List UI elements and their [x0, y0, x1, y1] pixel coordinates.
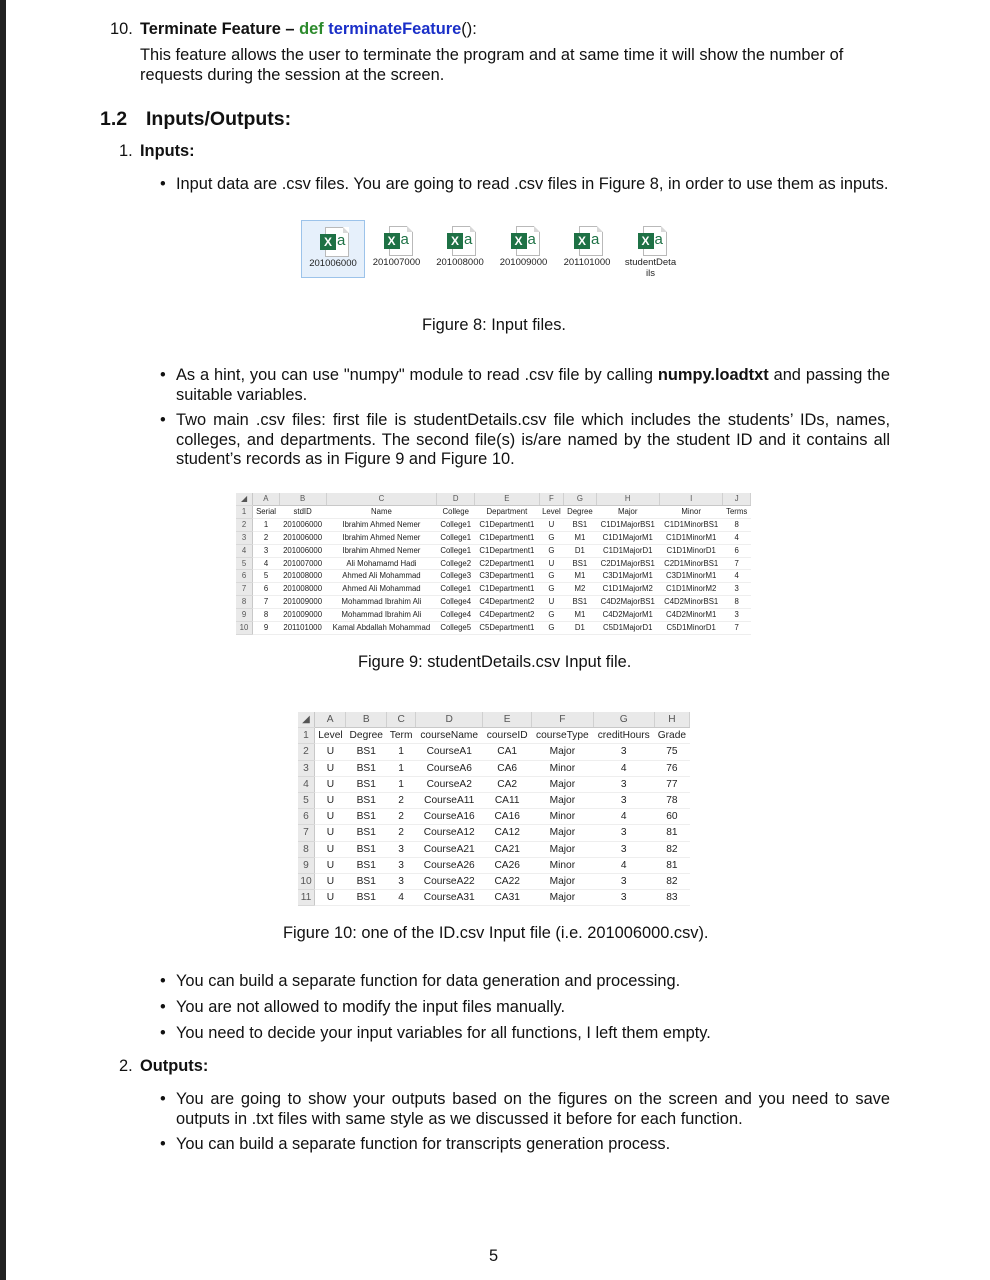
file-name: 201008000 [436, 257, 484, 268]
table-cell: C2Department1 [475, 557, 539, 570]
table-cell: C2D1MajorBS1 [596, 557, 659, 570]
table-cell: U [315, 857, 346, 873]
student-records-table [298, 712, 690, 906]
table-cell: C1Department1 [475, 544, 539, 557]
table-cell: C2D1MinorBS1 [659, 557, 722, 570]
table-cell: C5D1MinorD1 [659, 622, 722, 635]
table-cell: 3 [723, 583, 751, 596]
table-header-row [236, 505, 751, 518]
row-number: 4 [236, 544, 253, 557]
column-letter: E [483, 712, 532, 728]
table-cell: C4D2MajorM1 [596, 609, 659, 622]
table-cell: Major [532, 793, 594, 809]
table-cell: C4Department2 [475, 596, 539, 609]
list-item: • Two main .csv files: first file is studentDetails.csv file which includes the students’ IDs, names, colleges, and departments. The second file(s) is/are named by the student ID and it contains all student’s records as in Figure 9 and Figure 10. [160, 411, 890, 468]
table-cell: G [539, 531, 564, 544]
table-cell: 6 [253, 583, 280, 596]
excel-file-icon: X a [317, 227, 349, 257]
column-letter: I [659, 493, 722, 505]
list-item: • Input data are .csv files. You are going to read .csv files in Figure 8, in order to use them as inputs. [160, 175, 889, 193]
table-cell: M1 [564, 570, 596, 583]
table-cell: Level [315, 728, 346, 744]
table-cell: 1 [387, 776, 416, 792]
table-cell: Grade [654, 728, 689, 744]
column-letter: A [315, 712, 346, 728]
table-cell: C5D1MajorD1 [596, 622, 659, 635]
table-cell: C1D1MinorD1 [659, 544, 722, 557]
row-number: 6 [236, 570, 253, 583]
table-cell: U [539, 596, 564, 609]
file-icons [302, 220, 682, 292]
table-cell: CourseA26 [416, 857, 483, 873]
table-cell: BS1 [564, 518, 596, 531]
column-letter: H [654, 712, 689, 728]
row-number: 10 [236, 622, 253, 635]
row-number: 3 [236, 531, 253, 544]
table-cell: D1 [564, 544, 596, 557]
table-cell: 3 [593, 825, 654, 841]
table-cell: 2 [387, 825, 416, 841]
column-letter: C [326, 493, 437, 505]
table-cell: 76 [654, 760, 689, 776]
table-row [236, 531, 751, 544]
table-cell: Level [539, 505, 564, 518]
table-row [298, 744, 690, 760]
table-row [298, 874, 690, 890]
row-number: 10 [298, 874, 315, 890]
table-header-row [298, 728, 690, 744]
table-row [298, 857, 690, 873]
table-cell: CA16 [483, 809, 532, 825]
table-cell: 201006000 [279, 518, 326, 531]
table-cell: 4 [387, 890, 416, 906]
table-cell: C1Department1 [475, 583, 539, 596]
table-cell: BS1 [346, 841, 387, 857]
table-cell: Ibrahim Ahmed Nemer [326, 518, 437, 531]
table-cell: 75 [654, 744, 689, 760]
row-number: 2 [298, 744, 315, 760]
table-cell: Serial [253, 505, 280, 518]
table-cell: stdID [279, 505, 326, 518]
table-cell: 7 [723, 622, 751, 635]
page-number: 5 [489, 1247, 499, 1265]
file-item[interactable] [366, 220, 428, 268]
table-cell: College1 [437, 531, 475, 544]
table-row [298, 793, 690, 809]
table-cell: G [539, 544, 564, 557]
table-cell: 2 [387, 793, 416, 809]
table-cell: BS1 [346, 825, 387, 841]
list-item: • You can build a separate function for data generation and processing. [160, 972, 681, 990]
table-cell: CourseA16 [416, 809, 483, 825]
table-cell: G [539, 570, 564, 583]
corner-cell: ◢ [298, 712, 315, 728]
table-cell: 2 [253, 531, 280, 544]
table-cell: U [539, 557, 564, 570]
list-item: • You can build a separate function for transcripts generation process. [160, 1135, 671, 1153]
table-row [298, 760, 690, 776]
table-cell: C1D1MajorBS1 [596, 518, 659, 531]
row-number: 5 [236, 557, 253, 570]
row-number: 7 [298, 825, 315, 841]
table-cell: 81 [654, 825, 689, 841]
table-cell: 7 [253, 596, 280, 609]
table-cell: 4 [593, 857, 654, 873]
excel-file-icon: X a [508, 226, 540, 256]
column-letter: D [416, 712, 483, 728]
file-name: 201007000 [372, 257, 421, 268]
row-number: 9 [298, 857, 315, 873]
table-cell: College5 [437, 622, 475, 635]
column-letter: B [279, 493, 326, 505]
column-letter: G [564, 493, 596, 505]
table-cell: 201006000 [279, 531, 326, 544]
table-cell: C4Department2 [475, 609, 539, 622]
table-cell: CA1 [483, 744, 532, 760]
file-name: 201101000 [563, 257, 611, 268]
table-cell: 4 [593, 809, 654, 825]
excel-file-icon: X a [444, 226, 476, 256]
list-item: • As a hint, you can use "numpy" module to read .csv file by calling numpy.loadtxt and passing the suitable variables. [160, 366, 890, 404]
table-cell: CA26 [483, 857, 532, 873]
table-cell: C1D1MajorD1 [596, 544, 659, 557]
table-cell: Minor [532, 760, 594, 776]
table-cell: BS1 [346, 890, 387, 906]
table-cell: M1 [564, 531, 596, 544]
table-cell: M1 [564, 609, 596, 622]
table-cell: 1 [387, 760, 416, 776]
row-number: 9 [236, 609, 253, 622]
table-cell: C1D1MinorM1 [659, 531, 722, 544]
table-cell: BS1 [346, 874, 387, 890]
scan-edge [0, 0, 6, 1280]
table-cell: College4 [437, 596, 475, 609]
table-cell: 82 [654, 841, 689, 857]
table-cell: 4 [723, 570, 751, 583]
table-cell: Ibrahim Ahmed Nemer [326, 531, 437, 544]
excel-file-icon: X a [381, 226, 413, 256]
row-number: 8 [236, 596, 253, 609]
table-cell: CourseA12 [416, 825, 483, 841]
table-row [236, 583, 751, 596]
table-cell: M2 [564, 583, 596, 596]
table-cell: 201008000 [279, 583, 326, 596]
table-cell: CA6 [483, 760, 532, 776]
table-cell: 7 [723, 557, 751, 570]
table-cell: 2 [387, 809, 416, 825]
table-row [298, 776, 690, 792]
list-item: • You are going to show your outputs based on the figures on the screen and you need to save outputs in .txt files with same style as we discussed it before for each function. [160, 1090, 890, 1128]
table-cell: Mohammad Ibrahim Ali [326, 609, 437, 622]
table-cell: 83 [654, 890, 689, 906]
table-cell: Ibrahim Ahmed Nemer [326, 544, 437, 557]
table-cell: 78 [654, 793, 689, 809]
table-cell: College4 [437, 609, 475, 622]
column-letter: C [387, 712, 416, 728]
file-item[interactable] [429, 220, 491, 268]
table-cell: BS1 [346, 793, 387, 809]
table-cell: Degree [564, 505, 596, 518]
table-cell: U [315, 809, 346, 825]
table-cell: U [315, 890, 346, 906]
table-cell: C3D1MinorM1 [659, 570, 722, 583]
table-cell: C5Department1 [475, 622, 539, 635]
table-cell: Name [326, 505, 437, 518]
table-cell: 3 [723, 609, 751, 622]
table-cell: C4D2MinorBS1 [659, 596, 722, 609]
row-number: 7 [236, 583, 253, 596]
file-name: studentDetails [624, 257, 677, 279]
table-cell: College1 [437, 518, 475, 531]
table-cell: C3D1MajorM1 [596, 570, 659, 583]
table-cell: G [539, 583, 564, 596]
student-details-table [236, 493, 751, 635]
table-cell: 5 [253, 570, 280, 583]
table-cell: 8 [253, 609, 280, 622]
table-cell: Minor [532, 809, 594, 825]
row-number: 1 [236, 505, 253, 518]
file-item[interactable] [556, 220, 618, 268]
table-cell: 3 [593, 744, 654, 760]
table-cell: 3 [593, 890, 654, 906]
table-cell: 4 [723, 531, 751, 544]
excel-file-icon: X a [635, 226, 667, 256]
table-cell: U [315, 760, 346, 776]
table-cell: CourseA22 [416, 874, 483, 890]
table-cell: CourseA1 [416, 744, 483, 760]
table-cell: Major [532, 776, 594, 792]
table-cell: G [539, 609, 564, 622]
table-cell: 201101000 [279, 622, 326, 635]
table-cell: 201007000 [279, 557, 326, 570]
table-cell: U [315, 841, 346, 857]
table-cell: courseName [416, 728, 483, 744]
table-cell: Minor [532, 857, 594, 873]
table-cell: BS1 [346, 809, 387, 825]
table-cell: C4D2MinorM1 [659, 609, 722, 622]
excel-file-icon: X a [571, 226, 603, 256]
file-name: 201006000 [309, 258, 357, 269]
table-cell: 6 [723, 544, 751, 557]
table-cell: CA31 [483, 890, 532, 906]
column-letter: E [475, 493, 539, 505]
table-cell: C4D2MajorBS1 [596, 596, 659, 609]
table-cell: CourseA2 [416, 776, 483, 792]
column-letter: D [437, 493, 475, 505]
table-cell: Mohammad Ibrahim Ali [326, 596, 437, 609]
table-cell: C1D1MinorM2 [659, 583, 722, 596]
row-number: 3 [298, 760, 315, 776]
table-cell: Ahmed Ali Mohammad [326, 583, 437, 596]
table-cell: CourseA21 [416, 841, 483, 857]
table-row [236, 544, 751, 557]
table-cell: 201009000 [279, 609, 326, 622]
table-cell: Major [532, 825, 594, 841]
table-cell: 1 [253, 518, 280, 531]
table-cell: BS1 [564, 596, 596, 609]
file-item[interactable] [301, 220, 365, 278]
table-cell: Major [532, 874, 594, 890]
column-letter: F [539, 493, 564, 505]
column-letter: B [346, 712, 387, 728]
section10-description: This feature allows the user to terminate the program and at same time it will show the number of requests during the session at the screen. [140, 46, 844, 84]
table-cell: C1Department1 [475, 518, 539, 531]
table-cell: Department [475, 505, 539, 518]
table-cell: 3 [593, 776, 654, 792]
table-cell: 4 [593, 760, 654, 776]
table-cell: U [315, 793, 346, 809]
column-letter: F [532, 712, 594, 728]
table-cell: Ahmed Ali Mohammad [326, 570, 437, 583]
row-number: 8 [298, 841, 315, 857]
table-cell: CA22 [483, 874, 532, 890]
table-cell: 3 [253, 544, 280, 557]
table-cell: Major [532, 890, 594, 906]
table-cell: C3Department1 [475, 570, 539, 583]
table-cell: BS1 [346, 776, 387, 792]
list-item: • You are not allowed to modify the input files manually. [160, 998, 566, 1016]
table-cell: 3 [593, 793, 654, 809]
column-letter: H [596, 493, 659, 505]
row-number: 4 [298, 776, 315, 792]
table-cell: 8 [723, 596, 751, 609]
table-cell: CourseA11 [416, 793, 483, 809]
inputs-heading: 1. Inputs: [119, 142, 195, 160]
table-cell: U [315, 825, 346, 841]
table-cell: CourseA6 [416, 760, 483, 776]
row-number: 1 [298, 728, 315, 744]
table-cell: 201006000 [279, 544, 326, 557]
table-cell: 3 [593, 841, 654, 857]
row-number: 6 [298, 809, 315, 825]
table-cell: College [437, 505, 475, 518]
table-cell: G [539, 622, 564, 635]
row-number: 2 [236, 518, 253, 531]
table-cell: BS1 [564, 557, 596, 570]
table-row [236, 557, 751, 570]
row-number: 11 [298, 890, 315, 906]
table-cell: U [315, 776, 346, 792]
file-item[interactable] [493, 220, 555, 268]
table-cell: 3 [387, 857, 416, 873]
table-cell: 1 [387, 744, 416, 760]
table-row [236, 609, 751, 622]
column-letter: J [723, 493, 751, 505]
table-cell: Term [387, 728, 416, 744]
table-cell: U [315, 744, 346, 760]
table-cell: Major [596, 505, 659, 518]
table-cell: CourseA31 [416, 890, 483, 906]
table-cell: BS1 [346, 857, 387, 873]
table-cell: CA11 [483, 793, 532, 809]
table-row [236, 570, 751, 583]
table-cell: 82 [654, 874, 689, 890]
table-cell: College3 [437, 570, 475, 583]
table-row [298, 825, 690, 841]
table-row [236, 518, 751, 531]
table-cell: 8 [723, 518, 751, 531]
table-cell: courseID [483, 728, 532, 744]
outputs-heading: 2. Outputs: [119, 1057, 209, 1075]
table-cell: BS1 [346, 744, 387, 760]
table-row [298, 809, 690, 825]
table-cell: CA21 [483, 841, 532, 857]
table-cell: C1Department1 [475, 531, 539, 544]
table-cell: courseType [532, 728, 594, 744]
table-cell: 3 [593, 874, 654, 890]
table-cell: BS1 [346, 760, 387, 776]
table-cell: Degree [346, 728, 387, 744]
table-row [236, 622, 751, 635]
table-cell: C1D1MajorM1 [596, 531, 659, 544]
table-cell: Major [532, 744, 594, 760]
table-cell: College1 [437, 583, 475, 596]
table-cell: Kamal Abdallah Mohammad [326, 622, 437, 635]
table-cell: 81 [654, 857, 689, 873]
section-heading: 1.2 Inputs/Outputs: [100, 108, 292, 130]
table-cell: Terms [723, 505, 751, 518]
table-cell: Minor [659, 505, 722, 518]
row-number: 5 [298, 793, 315, 809]
table-cell: CA12 [483, 825, 532, 841]
section10-heading: 10. Terminate Feature – def terminateFeature(): [110, 20, 477, 38]
table-cell: College1 [437, 544, 475, 557]
table-cell: 201008000 [279, 570, 326, 583]
table-cell: 3 [387, 841, 416, 857]
table-row [298, 890, 690, 906]
table-cell: Ali Mohamamd Hadi [326, 557, 437, 570]
column-letter: A [253, 493, 280, 505]
table-row [236, 596, 751, 609]
file-name: 201009000 [499, 257, 548, 268]
figure8-caption: Figure 8: Input files. [422, 316, 566, 334]
figure10-caption: Figure 10: one of the ID.csv Input file (i.e. 201006000.csv). [283, 924, 709, 942]
table-cell: 201009000 [279, 596, 326, 609]
table-row [298, 841, 690, 857]
table-cell: College2 [437, 557, 475, 570]
table-cell: 60 [654, 809, 689, 825]
figure9-caption: Figure 9: studentDetails.csv Input file. [358, 653, 632, 671]
table-cell: 9 [253, 622, 280, 635]
table-cell: C1D1MinorBS1 [659, 518, 722, 531]
table-cell: U [315, 874, 346, 890]
list-item: • You need to decide your input variables for all functions, I left them empty. [160, 1024, 711, 1042]
corner-cell: ◢ [236, 493, 253, 505]
table-cell: U [539, 518, 564, 531]
table-cell: creditHours [593, 728, 654, 744]
table-cell: D1 [564, 622, 596, 635]
table-cell: 3 [387, 874, 416, 890]
file-item[interactable] [620, 220, 682, 279]
table-cell: CA2 [483, 776, 532, 792]
table-cell: 4 [253, 557, 280, 570]
table-cell: Major [532, 841, 594, 857]
table-cell: C1D1MajorM2 [596, 583, 659, 596]
table-cell: 77 [654, 776, 689, 792]
column-letter: G [593, 712, 654, 728]
